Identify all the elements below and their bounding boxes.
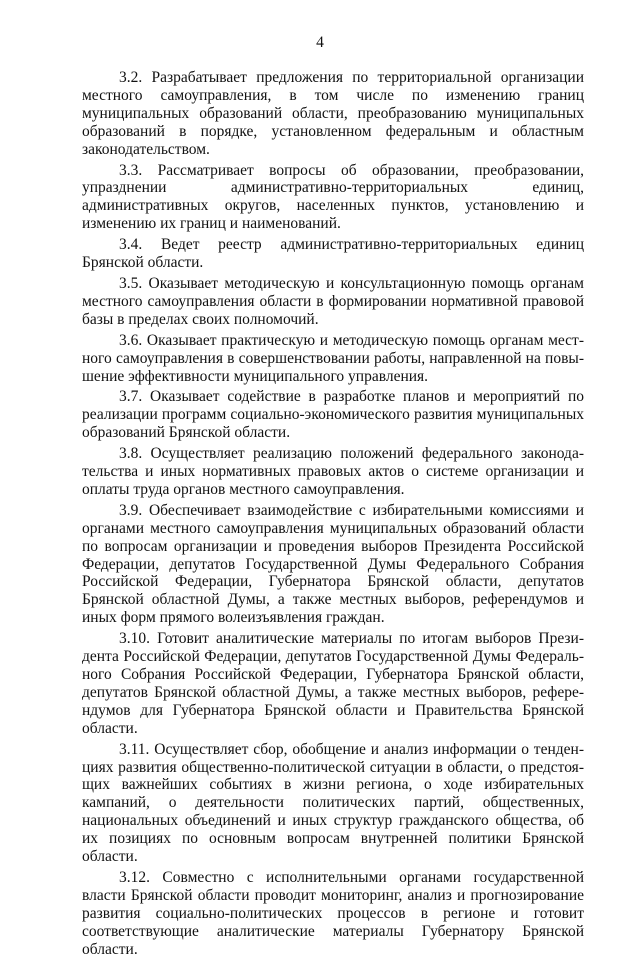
paragraph-3-12: 3.12. Совместно с исполнительными органами государственной власти Брянской области проводит мониторинг, анализ и прогнозирование развития социально-политических процессов в регионе и готовит соответствующие аналитические материалы Губернатору Брянской области.: [82, 868, 584, 958]
page-number: 4: [316, 34, 324, 51]
paragraph-3-3: 3.3. Рассматривает вопросы об образовании, преобразовании, упразднении административно-территориальных единиц, административных округов, населенных пунктов, установлению и изменению их границ и наименований.: [82, 161, 584, 233]
paragraph-3-10: 3.10. Готовит аналитические материалы по итогам выборов Президента Российской Федерации, депутатов Государственной Думы Федерального Собрания Российской Федерации, Губернатора Брянской области, депутатов Брянской областной Думы, а также местных выборов, референдумов для Губернатора Брянской области и Правительства Брянской области.: [82, 630, 584, 737]
paragraph-3-9: 3.9. Обеспечивает взаимодействие с избирательными комиссиями и органами местного самоуправления муниципальных образований области по вопросам организации и проведения выборов Президента Российской Федерации, депутатов Государственной Думы Федерального Собрания Российской Федерации, Губернатора Брянской области, депутатов Брянской областной Думы, а также местных выборов, референдумов и иных форм прямого волеизъявления граждан.: [82, 501, 584, 627]
paragraph-3-7: 3.7. Оказывает содействие в разработке планов и мероприятий по реализации программ социально-экономического развития муниципальных образований Брянской области.: [82, 388, 584, 442]
paragraph-3-5: 3.5. Оказывает методическую и консультационную помощь органам местного самоуправления области в формировании нормативной правовой базы в пределах своих полномочий.: [82, 274, 584, 328]
document-body: [82, 69, 584, 959]
paragraph-3-4: 3.4. Ведет реестр административно-территориальных единиц Брянской области.: [82, 236, 584, 272]
paragraph-3-2: 3.2. Разрабатывает предложения по территориальной организации местного самоуправления, в том числе по изменению границ муниципальных образований области, преобразованию муниципальных образований в порядке, установленном федеральным и областным законодательством.: [82, 69, 584, 158]
paragraph-3-8: 3.8. Осуществляет реализацию положений федерального законодательства и иных нормативных правовых актов о системе организации и оплаты труда органов местного самоуправления.: [82, 445, 584, 498]
paragraph-3-6: 3.6. Оказывает практическую и методическую помощь органам местного самоуправления в совершенствовании работы, направленной на повышение эффективности муниципального управления.: [82, 331, 584, 385]
paragraph-3-11: 3.11. Осуществляет сбор, обобщение и анализ информации о тенденциях развития общественно-политической ситуации в области, о предстоящих важнейших событиях в жизни региона, о ходе избирательных кампаний, о деятельности политических партий, общественных, национальных объединений и иных структур гражданского общества, об их позициях по основным вопросам внутренней политики Брянской области.: [82, 740, 584, 866]
